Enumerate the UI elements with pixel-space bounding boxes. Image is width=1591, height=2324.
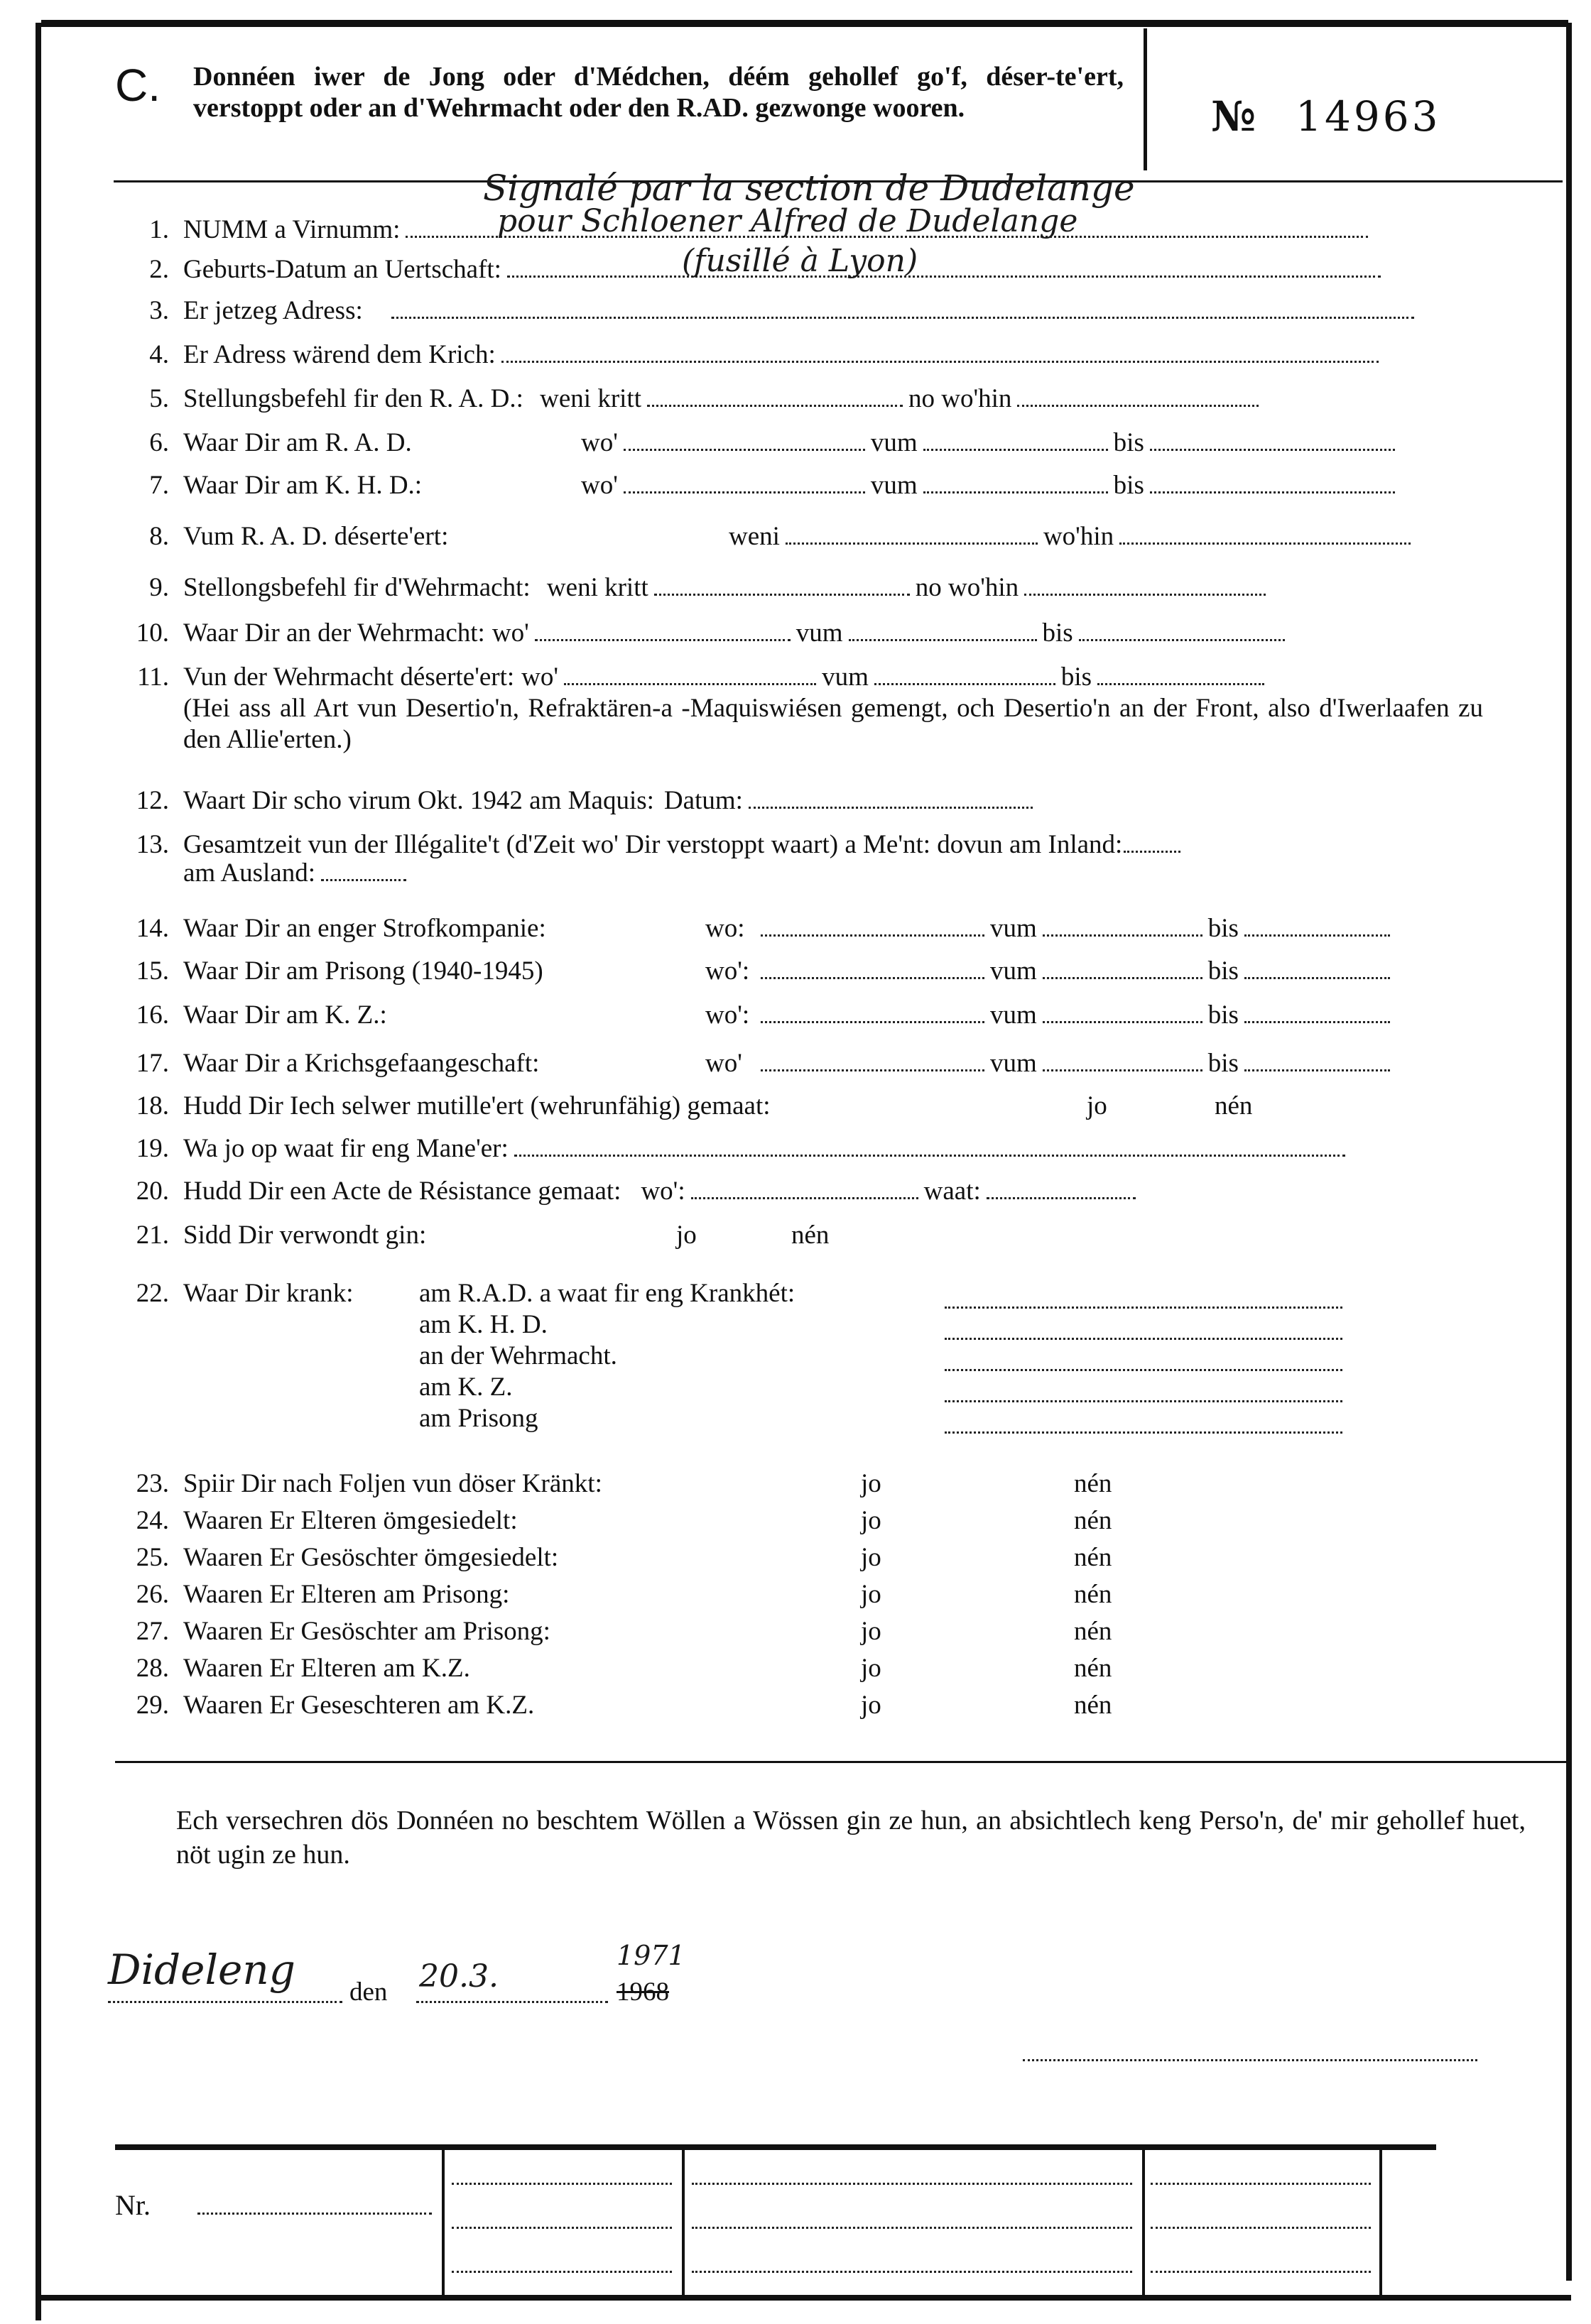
question-label: Stellungsbefehl fir den R. A. D.: xyxy=(183,384,523,413)
pow-from-field[interactable] xyxy=(1043,1051,1202,1071)
question-21 xyxy=(115,1220,426,1251)
question-7 xyxy=(115,470,1401,501)
desertion-to-field[interactable] xyxy=(1097,665,1264,685)
field-label: wo'hin xyxy=(1043,522,1114,551)
sub-label: am R.A.D. a waat fir eng Krankhét: xyxy=(419,1279,796,1308)
question-label: Waart Dir scho virum Okt. 1942 am Maquis: xyxy=(183,786,654,815)
khd-from-field[interactable] xyxy=(923,473,1108,493)
frame-right-border xyxy=(1566,23,1572,2281)
rad-order-destination-field[interactable] xyxy=(1017,386,1259,407)
question-number: 29. xyxy=(136,1691,169,1720)
question-number: 11. xyxy=(137,662,169,692)
wehrmacht-order-destination-field[interactable] xyxy=(1024,575,1266,596)
office-field[interactable] xyxy=(692,2227,1132,2229)
prison-where-field[interactable] xyxy=(761,959,984,979)
wehrmacht-from-field[interactable] xyxy=(849,621,1037,641)
question-label: Waar Dir an enger Strofkompanie: xyxy=(183,914,546,943)
rad-desert-destination-field[interactable] xyxy=(1119,524,1411,545)
sub-label: am K. Z. xyxy=(419,1373,513,1402)
question-number: 25. xyxy=(136,1543,169,1572)
q21-no-option[interactable]: nén xyxy=(791,1221,830,1250)
question-number: 15. xyxy=(136,956,169,986)
field-label: no wo'hin xyxy=(908,384,1012,413)
prison-from-field[interactable] xyxy=(1043,959,1202,979)
penal-company-where-field[interactable] xyxy=(761,916,984,937)
q23-no-option[interactable]: nén xyxy=(1074,1469,1112,1498)
field-label: wo': xyxy=(705,956,750,986)
field-label: vum xyxy=(870,428,918,457)
question-label: Stellongsbefehl fir d'Wehrmacht: xyxy=(183,573,531,602)
rad-from-field[interactable] xyxy=(923,430,1108,451)
field-label: vum xyxy=(822,662,869,692)
current-address-field[interactable] xyxy=(391,298,1414,319)
question-label: Waar Dir am R. A. D. xyxy=(183,428,412,457)
question-number: 12. xyxy=(136,786,169,815)
place-field[interactable] xyxy=(108,2001,342,2003)
question-3 xyxy=(115,295,1420,327)
khd-where-field[interactable] xyxy=(624,473,865,493)
question-label: Waar Dir an der Wehrmacht: xyxy=(183,618,485,648)
field-label: bis xyxy=(1042,618,1073,648)
question-18 xyxy=(115,1091,771,1122)
q28-no-option[interactable]: nén xyxy=(1074,1654,1112,1683)
sub-label: am Prisong xyxy=(419,1404,538,1433)
office-field[interactable] xyxy=(1151,2227,1371,2229)
question-label: Wa jo op waat fir eng Mane'er: xyxy=(183,1134,509,1163)
kz-where-field[interactable] xyxy=(761,1003,984,1023)
question-10 xyxy=(115,618,1291,649)
question-12 xyxy=(115,785,1038,817)
nr-label: Nr. xyxy=(115,2189,151,2221)
pow-where-field[interactable] xyxy=(761,1051,984,1071)
sub-label: an der Wehrmacht. xyxy=(419,1341,617,1370)
office-box-divider xyxy=(442,2149,445,2295)
office-box-divider xyxy=(1142,2149,1145,2295)
field-label: bis xyxy=(1207,914,1239,943)
field-label: bis xyxy=(1207,1049,1239,1078)
desertion-from-field[interactable] xyxy=(874,665,1055,685)
mutilation-manner-field[interactable] xyxy=(514,1136,1345,1157)
question-number: 20. xyxy=(136,1177,169,1206)
form-number xyxy=(1211,92,1441,141)
question-number: 17. xyxy=(136,1049,169,1078)
section-divider xyxy=(115,1761,1568,1763)
question-number: 16. xyxy=(136,1000,169,1030)
maquis-date-field[interactable] xyxy=(749,788,1033,809)
question-label: Waar Dir am K. H. D.: xyxy=(183,471,423,500)
question-20 xyxy=(115,1176,1141,1207)
q18-yes-option[interactable]: jo xyxy=(1087,1091,1107,1120)
field-label: vum xyxy=(796,618,843,648)
year-printed-struck: 1968 xyxy=(617,1977,669,2007)
resistance-what-field[interactable] xyxy=(987,1179,1136,1199)
sub-label: am K. H. D. xyxy=(419,1310,548,1339)
question-17 xyxy=(115,1048,1396,1079)
frame-left-border xyxy=(36,23,41,2320)
handwritten-note: Signalé par la section de Dudelange xyxy=(483,168,1135,209)
office-field[interactable] xyxy=(1151,2183,1371,2185)
question-6 xyxy=(115,427,1401,459)
rad-where-field[interactable] xyxy=(624,430,865,451)
question-label: Gesamtzeit vun der Illégalite't (d'Zeit wo' Dir verstoppt waart) a Me'nt: dovun am Inland: xyxy=(183,830,1123,859)
question-label: Spiir Dir nach Foljen vun döser Kränkt: xyxy=(183,1469,602,1498)
name-value: pour Schloener Alfred de Dudelange xyxy=(497,203,1078,239)
field-label: waat: xyxy=(923,1177,981,1206)
prison-to-field[interactable] xyxy=(1244,959,1390,979)
office-field[interactable] xyxy=(692,2183,1132,2185)
question-number: 9. xyxy=(149,573,169,602)
question-number: 24. xyxy=(136,1506,169,1535)
field-label: bis xyxy=(1060,662,1092,692)
question-19 xyxy=(115,1133,1351,1164)
field-label: wo' xyxy=(581,428,618,457)
q29-no-option[interactable]: nén xyxy=(1074,1691,1112,1720)
question-label: Geburts-Datum an Uertschaft: xyxy=(183,255,501,284)
q25-no-option[interactable]: nén xyxy=(1074,1543,1112,1572)
q25-yes-option[interactable]: jo xyxy=(861,1543,881,1572)
question-label: Hudd Dir een Acte de Résistance gemaat: xyxy=(183,1177,621,1206)
question-4 xyxy=(115,339,1384,371)
question-label: Vum R. A. D. déserte'ert: xyxy=(183,522,449,551)
question-26 xyxy=(115,1579,509,1610)
field-label: vum xyxy=(990,956,1037,986)
field-label: vum xyxy=(990,1000,1037,1030)
question-24 xyxy=(115,1505,518,1537)
birth-field[interactable] xyxy=(507,257,1381,278)
question-11-note: (Hei ass all Art vun Desertio'n, Refraktären-a -Maquiswiésen gemengt, och Desertio'n an der Front, also d'Iwerlaafen zu den Allie'erten.) xyxy=(183,694,1483,754)
signature-place: Dideleng xyxy=(108,1946,295,1994)
question-number: 14. xyxy=(136,914,169,943)
q22-sub-wehrmacht xyxy=(419,1341,617,1372)
question-16 xyxy=(115,1000,1396,1031)
question-8 xyxy=(115,521,1416,552)
question-number: 13. xyxy=(136,830,169,859)
q22-sub-khd xyxy=(419,1309,548,1341)
year-handwritten: 1971 xyxy=(617,1940,685,1971)
field-label: wo' xyxy=(492,618,529,648)
question-number: 22. xyxy=(136,1279,169,1308)
kz-from-field[interactable] xyxy=(1043,1003,1202,1023)
illness-rad-field[interactable] xyxy=(945,1306,1342,1309)
question-label: Waar Dir krank: xyxy=(183,1279,354,1308)
wehrmacht-where-field[interactable] xyxy=(535,621,791,641)
question-11 xyxy=(115,662,1270,693)
question-label: Waar Dir am Prisong (1940-1945) xyxy=(183,956,543,986)
office-field[interactable] xyxy=(1151,2271,1371,2273)
q27-no-option[interactable]: nén xyxy=(1074,1617,1112,1646)
question-number: 28. xyxy=(136,1654,169,1683)
question-29 xyxy=(115,1690,534,1721)
field-label: bis xyxy=(1113,428,1144,457)
signature-date: 20.3. xyxy=(419,1958,499,1995)
question-label: Waaren Er Gesöschter ömgesiedelt: xyxy=(183,1543,559,1572)
q18-no-option[interactable]: nén xyxy=(1215,1091,1253,1120)
war-address-field[interactable] xyxy=(501,342,1379,363)
question-label: Waaren Er Elteren am Prisong: xyxy=(183,1580,510,1609)
field-label: bis xyxy=(1207,956,1239,986)
question-label: Er jetzeg Adress: xyxy=(183,296,363,325)
question-23 xyxy=(115,1468,602,1500)
field-label: wo' xyxy=(581,471,618,500)
question-label: NUMM a Virnumm: xyxy=(183,215,401,244)
question-label: Hudd Dir Iech selwer mutille'ert (wehrunfähig) gemaat: xyxy=(183,1091,771,1120)
field-label: wo' xyxy=(705,1049,742,1078)
q29-yes-option[interactable]: jo xyxy=(861,1691,881,1720)
q26-no-option[interactable]: nén xyxy=(1074,1580,1112,1609)
frame-top-border xyxy=(41,20,1568,27)
pow-to-field[interactable] xyxy=(1244,1051,1390,1071)
question-number: 19. xyxy=(136,1134,169,1163)
birth-value: (fusillé à Lyon) xyxy=(682,243,918,279)
question-14 xyxy=(115,913,1396,944)
field-label: bis xyxy=(1207,1000,1239,1030)
question-number: 26. xyxy=(136,1580,169,1609)
question-label: Waaren Er Elteren am K.Z. xyxy=(183,1654,470,1683)
wehrmacht-to-field[interactable] xyxy=(1079,621,1285,641)
q22-sub-kz xyxy=(419,1372,513,1403)
signature-field[interactable] xyxy=(1023,2059,1477,2061)
question-22 xyxy=(115,1278,353,1309)
field-label: vum xyxy=(990,1049,1037,1078)
nr-field[interactable] xyxy=(197,2213,432,2215)
desertion-where-field[interactable] xyxy=(564,665,816,685)
declaration-text: Ech versechren dös Donnéen no beschtem Wöllen a Wössen gin ze hun, an absichtlech keng Perso'n, de' mir gehollef huet, nöt ugin ze hun. xyxy=(176,1806,1526,1870)
q23-yes-option[interactable]: jo xyxy=(861,1469,881,1498)
field-label: weni xyxy=(729,522,780,551)
question-number: 23. xyxy=(136,1469,169,1498)
field-label: wo' xyxy=(521,662,559,692)
question-label: Waaren Er Elteren ömgesiedelt: xyxy=(183,1506,518,1535)
question-number: 6. xyxy=(149,428,169,457)
question-13 xyxy=(115,829,1186,861)
q24-no-option[interactable]: nén xyxy=(1074,1506,1112,1535)
question-number: 1. xyxy=(149,215,169,244)
question-25 xyxy=(115,1542,558,1573)
question-9 xyxy=(115,572,1271,604)
question-number: 18. xyxy=(136,1091,169,1120)
penal-company-to-field[interactable] xyxy=(1244,916,1390,937)
q27-yes-option[interactable]: jo xyxy=(861,1617,881,1646)
header-divider xyxy=(1144,28,1147,170)
illness-khd-field[interactable] xyxy=(945,1338,1342,1340)
office-box-bottom xyxy=(37,2295,1571,2301)
illness-wehrmacht-field[interactable] xyxy=(945,1369,1342,1371)
field-label: bis xyxy=(1113,471,1144,500)
field-label: wo': xyxy=(705,1000,750,1030)
question-number: 10. xyxy=(136,618,169,648)
illness-prison-field[interactable] xyxy=(945,1431,1342,1434)
field-label: vum xyxy=(870,471,918,500)
field-label: wo': xyxy=(641,1177,685,1206)
office-box-divider xyxy=(682,2149,685,2295)
office-field[interactable] xyxy=(452,2227,672,2229)
field-label: no wo'hin xyxy=(915,573,1019,602)
office-box-divider xyxy=(1379,2149,1382,2295)
field-label: Datum: xyxy=(663,786,743,815)
section-title: Donnéen iwer de Jong oder d'Médchen, déém gehollef go'f, déser-te'ert, verstoppt oder an d'Wehrmacht oder den R.AD. gezwonge wooren. xyxy=(193,62,1124,123)
question-label: Sidd Dir verwondt gin: xyxy=(183,1221,427,1250)
question-27 xyxy=(115,1616,550,1647)
question-15 xyxy=(115,956,1396,987)
section-letter: C. xyxy=(115,60,161,111)
q22-sub-rad xyxy=(419,1278,795,1309)
q24-yes-option[interactable]: jo xyxy=(861,1506,881,1535)
resistance-where-field[interactable] xyxy=(691,1179,918,1199)
office-box-top xyxy=(115,2144,1436,2150)
office-field[interactable] xyxy=(452,2183,672,2185)
question-label: Er Adress wärend dem Krich: xyxy=(183,340,496,369)
field-label: am Ausland: xyxy=(183,858,316,888)
question-13-abroad xyxy=(183,858,412,889)
question-number: 3. xyxy=(149,296,169,325)
field-label: weni kritt xyxy=(546,573,648,602)
question-5 xyxy=(115,383,1264,415)
question-label: Waaren Er Geseschteren am K.Z. xyxy=(183,1691,535,1720)
form-number-value: 14963 xyxy=(1296,92,1441,141)
question-label: Vun der Wehrmacht déserte'ert: xyxy=(183,662,515,692)
penal-company-from-field[interactable] xyxy=(1043,916,1202,937)
question-number: 5. xyxy=(149,384,169,413)
q28-yes-option[interactable]: jo xyxy=(861,1654,881,1683)
illness-kz-field[interactable] xyxy=(945,1400,1342,1402)
question-number: 8. xyxy=(149,522,169,551)
inland-months-field[interactable] xyxy=(1124,832,1180,853)
kz-to-field[interactable] xyxy=(1244,1003,1390,1023)
rad-to-field[interactable] xyxy=(1150,430,1395,451)
question-number: 2. xyxy=(149,255,169,284)
abroad-months-field[interactable] xyxy=(321,861,406,881)
question-number: 21. xyxy=(136,1221,169,1250)
question-label: Waaren Er Gesöschter am Prisong: xyxy=(183,1617,550,1646)
question-number: 27. xyxy=(136,1617,169,1646)
question-number: 4. xyxy=(149,340,169,369)
question-number: 7. xyxy=(149,471,169,500)
field-label: vum xyxy=(990,914,1037,943)
question-label: Waar Dir a Krichsgefaangeschaft: xyxy=(183,1049,540,1078)
rad-order-date-field[interactable] xyxy=(647,386,903,407)
field-label: weni kritt xyxy=(540,384,641,413)
question-label: Waar Dir am K. Z.: xyxy=(183,1000,387,1030)
khd-to-field[interactable] xyxy=(1150,473,1395,493)
office-field[interactable] xyxy=(692,2271,1132,2273)
den-label: den xyxy=(349,1977,388,2007)
office-field[interactable] xyxy=(452,2271,672,2273)
question-28 xyxy=(115,1653,470,1684)
field-label: wo: xyxy=(705,914,745,943)
numero-sign: № xyxy=(1211,92,1259,141)
rad-desert-date-field[interactable] xyxy=(786,524,1038,545)
q26-yes-option[interactable]: jo xyxy=(861,1580,881,1609)
date-field[interactable] xyxy=(416,2001,608,2003)
wehrmacht-order-date-field[interactable] xyxy=(654,575,910,596)
q22-sub-prison xyxy=(419,1403,538,1434)
q21-yes-option[interactable]: jo xyxy=(676,1221,697,1250)
